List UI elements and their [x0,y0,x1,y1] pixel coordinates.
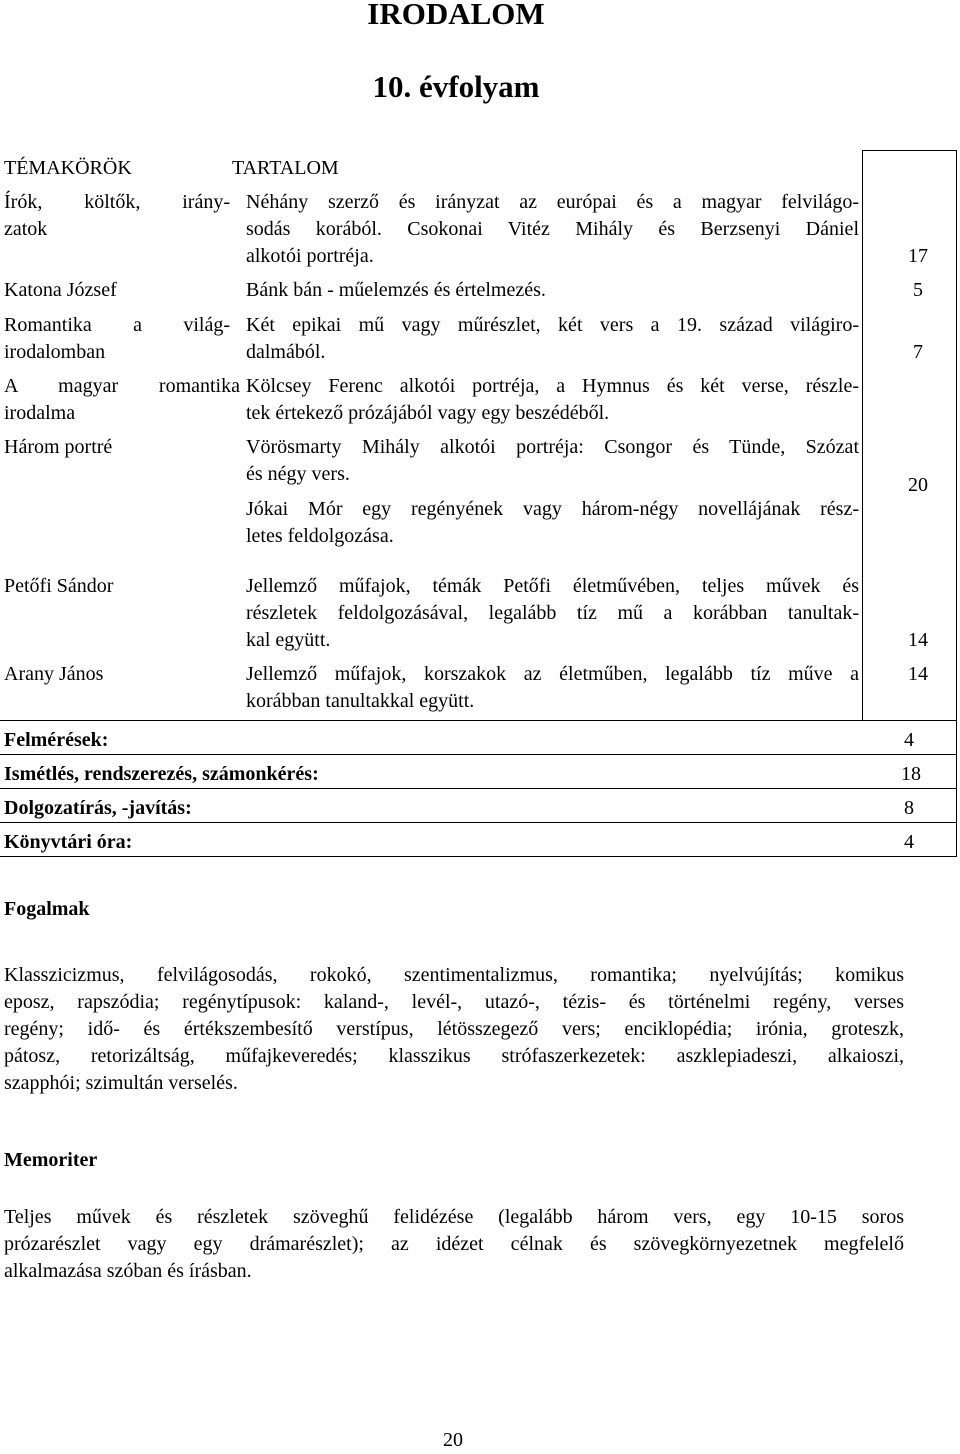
hours-cell: 5 [913,279,923,301]
summary-label: Felmérések: [4,729,109,751]
summary-hours: 4 [904,831,914,853]
row-rule [0,720,957,721]
hours-cell: 7 [913,341,923,363]
paragraph-line: eposz, rapszódia; regénytípusok: kaland-, levél-, utazó-, tézis- és történelmi regény, verses [4,991,904,1013]
content-cell: Jókai Mór egy regényének vagy három-négy novellájának rész- [246,498,859,520]
paragraph-line: Teljes művek és részletek szöveghű felidézése (legalább három vers, egy 10-15 soros [4,1206,904,1228]
paragraph-line: Klasszicizmus, felvilágosodás, rokokó, szentimentalizmus, romantika; nyelvújítás; komikus [4,964,904,986]
table-top-rule [862,150,957,151]
topic-cell: A magyar romantika [4,375,240,397]
summary-label: Dolgozatírás, -javítás: [4,797,192,819]
content-cell: részletek feldolgozásával, legalább tíz mű a korábban tanultak- [246,602,859,624]
topic-cell: Petőfi Sándor [4,575,114,597]
table-bottom-rule [0,856,957,857]
row-rule [0,822,957,823]
content-cell: sodás korából. Csokonai Vitéz Mihály és Berzsenyi Dániel [246,218,859,240]
content-cell: Kölcsey Ferenc alkotói portréja, a Hymnus és két verse, részle- [246,375,859,397]
row-rule [0,754,957,755]
summary-hours: 4 [904,729,914,751]
table-border-right [956,150,957,856]
content-cell: korábban tanultakkal együtt. [246,690,475,712]
hours-cell: 14 [908,629,928,651]
column-header-content: TARTALOM [232,157,339,179]
topic-cell: Arany János [4,663,104,685]
summary-hours: 18 [901,763,921,785]
paragraph-line: prózarészlet vagy egy drámarészlet); az idézet célnak és szövegkörnyezetnek megfelelő [4,1233,904,1255]
fogalmak-heading: Fogalmak [4,898,90,920]
content-cell: Bánk bán - műelemzés és értelmezés. [246,279,546,301]
content-cell: Néhány szerző és irányzat az európai és a magyar felvilágo- [246,191,859,213]
paragraph-line: regény; idő- és értékszembesítő verstípus, létösszegező vers; enciklopédia; irónia, groteszk, [4,1018,904,1040]
content-cell: kal együtt. [246,629,331,651]
hours-cell: 17 [908,245,928,267]
row-rule [0,788,957,789]
page-number: 20 [443,1429,463,1451]
paragraph-line: szapphói; szimultán verselés. [4,1072,238,1094]
content-cell: dalmából. [246,341,326,363]
content-cell: Jellemző műfajok, témák Petőfi életművében, teljes művek és [246,575,859,597]
column-header-topics: TÉMAKÖRÖK [4,157,132,179]
summary-label: Könyvtári óra: [4,831,133,853]
summary-hours: 8 [904,797,914,819]
paragraph-line: pátosz, retorizáltság, műfajkeveredés; klasszikus strófaszerkezetek: aszklepiadeszi, alkaioszi, [4,1045,904,1067]
page-subtitle: 10. évfolyam [372,69,540,104]
topic-cell: Katona József [4,279,117,301]
content-cell: alkotói portréja. [246,245,374,267]
topic-cell: Három portré [4,436,113,458]
content-cell: Vörösmarty Mihály alkotói portréja: Csongor és Tünde, Szózat [246,436,859,458]
topic-cell: zatok [4,218,48,240]
topic-cell: irodalma [4,402,76,424]
topic-cell: Romantika a világ- [4,314,230,336]
hours-cell: 20 [908,474,928,496]
summary-label: Ismétlés, rendszerezés, számonkérés: [4,763,319,785]
content-cell: és négy vers. [246,463,350,485]
hours-cell: 14 [908,663,928,685]
content-cell: Két epikai mű vagy műrészlet, két vers a 19. század világiro- [246,314,859,336]
paragraph-line: alkalmazása szóban és írásban. [4,1260,252,1282]
content-cell: tek értekező prózájából vagy egy beszédéből. [246,402,610,424]
memoriter-heading: Memoriter [4,1149,98,1171]
content-cell: letes feldolgozása. [246,525,394,547]
topic-cell: irodalomban [4,341,106,363]
page-title: IRODALOM [367,0,545,31]
content-cell: Jellemző műfajok, korszakok az életműben, legalább tíz műve a [246,663,859,685]
topic-cell: Írók, költők, irány- [4,191,230,213]
